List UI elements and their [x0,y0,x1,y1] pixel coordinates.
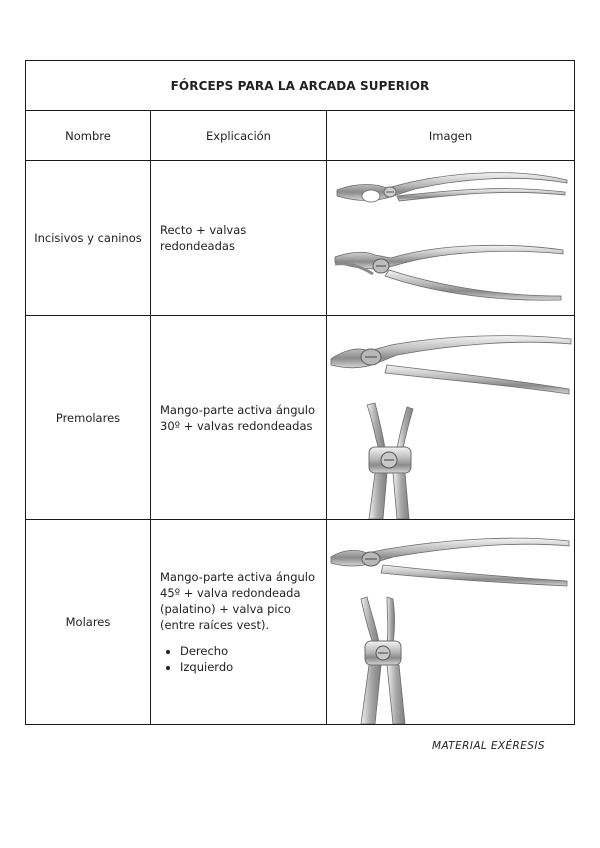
footer-label: MATERIAL EXÉRESIS [432,740,545,752]
header-name: Nombre [26,111,151,161]
row-image [327,161,575,316]
header-explanation: Explicación [151,111,327,161]
row-name: Premolares [26,316,151,520]
table-row [26,520,575,725]
table-row [26,316,575,520]
list-item: • Derecho [180,643,320,659]
header-image: Imagen [327,111,575,161]
row-explanation-text: Mango-parte activa ángulo 45º + valva redondeada (palatino) + valva pico (entre raíces vest). [160,570,316,632]
table-title: FÓRCEPS PARA LA ARCADA SUPERIOR [26,61,575,111]
row-name: Incisivos y caninos [26,161,151,316]
variant-list [160,643,320,675]
straight-forceps-image [327,162,573,315]
row-explanation: Recto + valvas redondeadas [151,161,327,316]
premolar-forceps-image [327,317,573,519]
molar-forceps-image [327,521,573,724]
row-name: Molares [26,520,151,725]
forceps-table [25,60,575,725]
row-explanation: Mango-parte activa ángulo 30º + valvas redondeadas [151,316,327,520]
row-image [327,520,575,725]
table-row [26,161,575,316]
list-item: • Izquierdo [180,659,320,675]
row-explanation [151,520,327,725]
row-image [327,316,575,520]
